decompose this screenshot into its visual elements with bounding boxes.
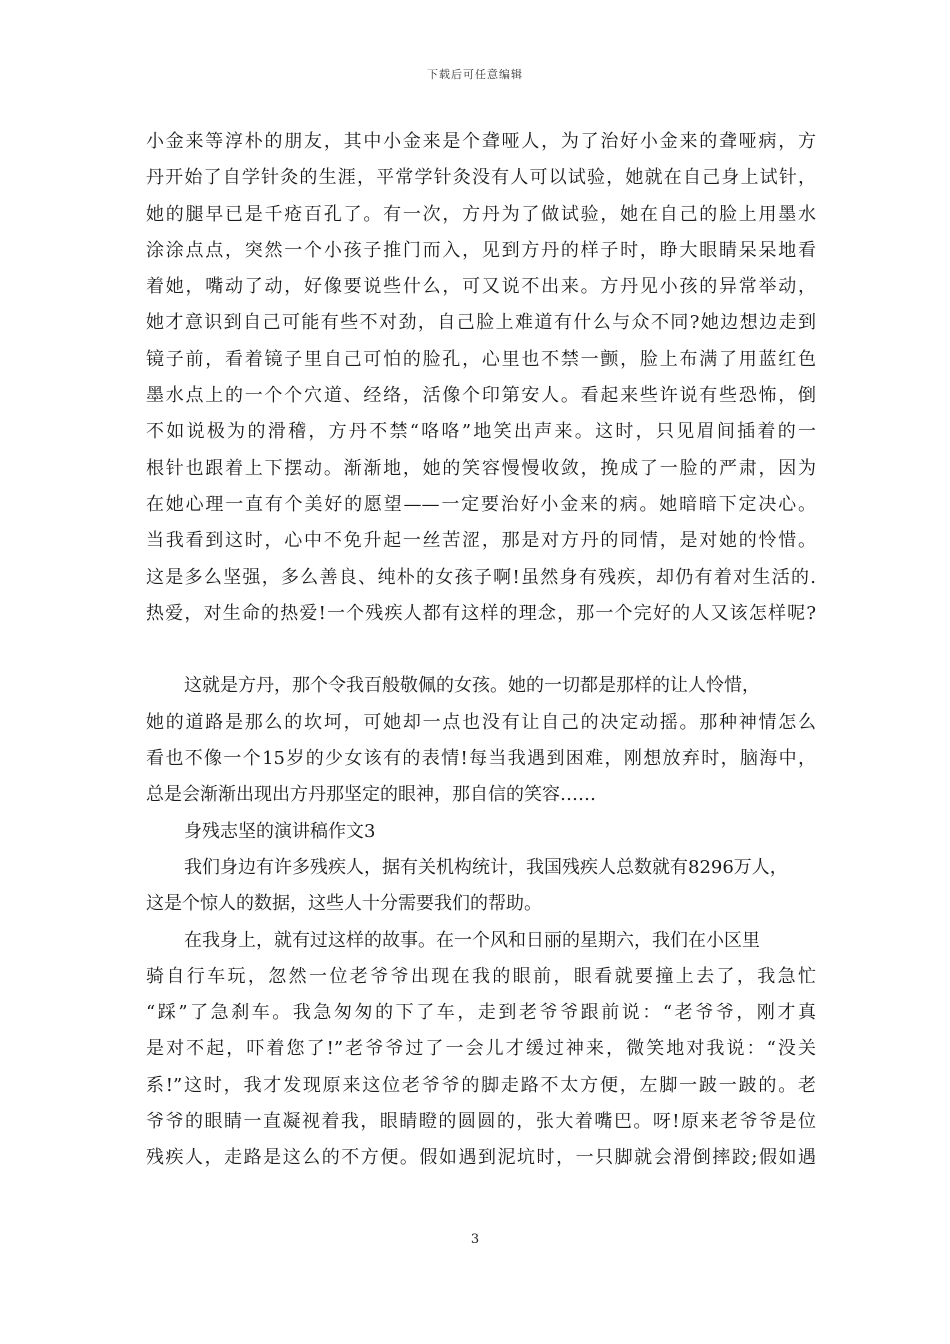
text-line: 在她心理一直有个美好的愿望——一定要治好小金来的病。她暗暗下定决心。 [146,493,816,515]
text-line: 她才意识到自己可能有些不对劲，自己脸上难道有什么与众不同?她边想边走到 [146,312,816,334]
text-line: 是对不起，吓着您了!”老爷爷过了一会儿才缓过神来，微笑地对我说：“没关 [146,1038,816,1060]
paragraph-1 [146,124,816,632]
text-line: 看也不像一个15岁的少女该有的表情!每当我遇到困难，刚想放弃时，脑海中， [146,748,816,770]
text-line: 镜子前，看着镜子里自己可怕的脸孔，心里也不禁一颤，脸上布满了用蓝红色 [146,348,816,370]
text-line: 这是个惊人的数据，这些人十分需要我们的帮助。 [146,893,542,915]
text-line: “踩”了急刹车。我急匆匆的下了车，走到老爷爷跟前说：“老爷爷，刚才真 [146,1002,816,1024]
paragraph-3 [146,850,816,923]
text-line: 残疾人，走路是这么的不方便。假如遇到泥坑时，一只脚就会滑倒摔跤;假如遇 [146,1147,816,1169]
text-line: 当我看到这时，心中不免升起一丝苦涩，那是对方丹的同情，是对她的怜惜。 [146,530,816,552]
text-line: 根针也跟着上下摆动。渐渐地，她的笑容慢慢收敛，挽成了一脸的严肃，因为 [146,457,816,479]
text-line: 涂涂点点，突然一个小孩子推门而入，见到方丹的样子时，睁大眼睛呆呆地看 [146,239,816,261]
text-line: 她的道路是那么的坎坷，可她却一点也没有让自己的决定动摇。那种神情怎么 [146,711,816,733]
text-line: 骑自行车玩，忽然一位老爷爷出现在我的眼前，眼看就要撞上去了，我急忙 [146,965,816,987]
paragraph-2 [146,668,816,813]
text-line: 丹开始了自学针灸的生涯，平常学针灸没有人可以试验，她就在自己身上试针， [146,167,816,189]
page-header: 下载后可任意编辑 [427,68,523,81]
text-line: 我们身边有许多残疾人，据有关机构统计，我国残疾人总数就有8296万人， [184,856,788,878]
document-body [146,124,816,1177]
text-line: 小金来等淳朴的朋友，其中小金来是个聋哑人，为了治好小金来的聋哑病，方 [146,131,816,152]
text-line: 这是多么坚强，多么善良、纯朴的女孩子啊!虽然身有残疾，却仍有着对生活的. [146,566,816,588]
page-number: 3 [470,1232,480,1247]
paragraph-4 [146,923,816,1177]
text-line: 墨水点上的一个个穴道、经络，活像个印第安人。看起来些许说有些恐怖，倒 [146,385,816,407]
text-line: 爷爷的眼睛一直凝视着我，眼睛瞪的圆圆的，张大着嘴巴。呀!原来老爷爷是位 [146,1111,816,1133]
text-line: 不如说极为的滑稽，方丹不禁“咯咯”地笑出声来。这时，只见眉间插着的一 [146,421,816,443]
text-line: 热爱，对生命的热爱!一个残疾人都有这样的理念，那一个完好的人又该怎样呢? [146,602,816,624]
text-line: 在我身上，就有过这样的故事。在一个风和日丽的星期六，我们在小区里 [184,929,760,951]
text-line: 她的腿早已是千疮百孔了。有一次，方丹为了做试验，她在自己的脸上用墨水 [146,203,816,225]
text-line: 这就是方丹，那个令我百般敬佩的女孩。她的一切都是那样的让人怜惜， [184,675,760,697]
text-line: 总是会渐渐出现出方丹那坚定的眼神，那自信的笑容…… [146,784,596,806]
paragraph-spacer [146,632,816,668]
text-line: 系!”这时，我才发现原来这位老爷爷的脚走路不太方便，左脚一跛一跛的。老 [146,1074,816,1096]
text-line: 着她，嘴动了动，好像要说些什么，可又说不出来。方丹见小孩的异常举动， [146,276,816,298]
section-title: 身残志坚的演讲稿作文3 [184,820,376,842]
